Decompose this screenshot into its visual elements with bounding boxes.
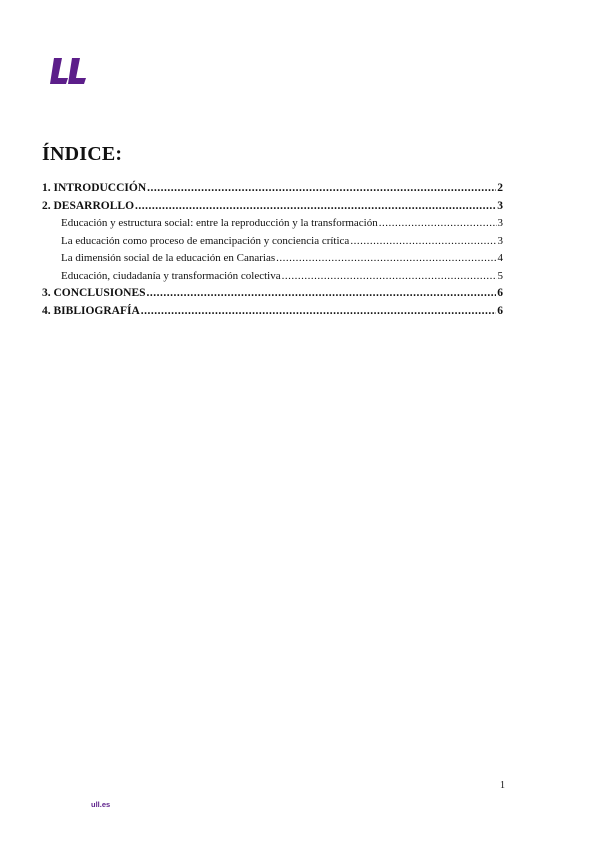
toc-entry[interactable] bbox=[42, 268, 503, 286]
toc-entry[interactable] bbox=[42, 285, 503, 303]
toc-entry[interactable] bbox=[42, 303, 503, 321]
footer-url[interactable]: ull.es bbox=[91, 800, 111, 809]
toc-entry-label: La dimensión social de la educación en Canarias bbox=[61, 252, 276, 264]
toc-leader-dots bbox=[135, 198, 496, 216]
toc-leader-dots bbox=[282, 268, 497, 286]
toc-entry-label: 1. INTRODUCCIÓN bbox=[42, 182, 147, 194]
toc-leader-dots bbox=[147, 285, 497, 303]
toc-entry[interactable] bbox=[42, 180, 503, 198]
toc-leader-dots bbox=[141, 303, 496, 321]
toc-entry-page: 3 bbox=[497, 217, 503, 229]
toc-entry-label: Educación, ciudadanía y transformación colectiva bbox=[61, 269, 281, 282]
toc-entry-label: La educación como proceso de emancipación y conciencia crítica bbox=[61, 234, 350, 247]
toc-entry[interactable] bbox=[42, 215, 503, 233]
toc-entry[interactable] bbox=[42, 233, 503, 251]
toc-entry-page: 4 bbox=[497, 252, 503, 264]
toc-entry-page: 6 bbox=[497, 304, 503, 317]
ull-logo-icon bbox=[50, 56, 90, 86]
toc-entry[interactable] bbox=[42, 198, 503, 216]
page-title: ÍNDICE: bbox=[42, 143, 123, 165]
toc-entry[interactable] bbox=[42, 250, 503, 268]
toc-entry-page: 5 bbox=[497, 269, 503, 282]
toc-leader-dots bbox=[147, 180, 496, 198]
toc-entry-label: Educación y estructura social: entre la reproducción y la transformación bbox=[61, 217, 378, 229]
toc-leader-dots bbox=[276, 250, 496, 268]
toc-entry-label: 2. DESARROLLO bbox=[42, 199, 135, 212]
table-of-contents bbox=[42, 180, 503, 320]
toc-entry-label: 3. CONCLUSIONES bbox=[42, 287, 146, 299]
page-number: 1 bbox=[500, 780, 505, 791]
toc-entry-page: 3 bbox=[497, 234, 503, 247]
toc-entry-page: 2 bbox=[497, 182, 503, 194]
toc-entry-label: 4. BIBLIOGRAFÍA bbox=[42, 304, 140, 317]
toc-leader-dots bbox=[350, 233, 496, 251]
toc-entry-page: 6 bbox=[497, 287, 503, 299]
toc-entry-page: 3 bbox=[497, 199, 503, 212]
toc-leader-dots bbox=[379, 215, 497, 233]
